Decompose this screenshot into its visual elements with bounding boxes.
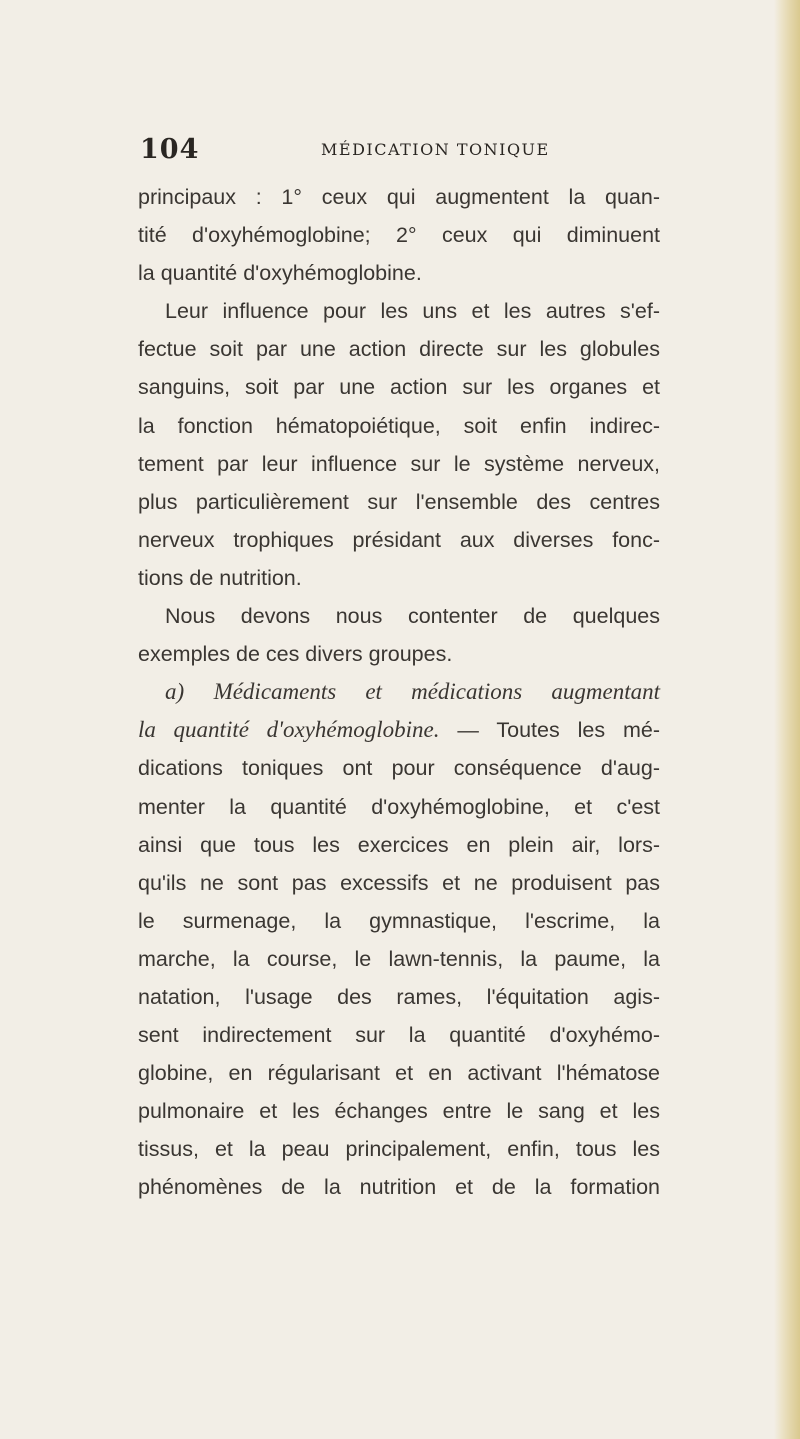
- text-line: ainsi que tous les exercices en plein air, lors-: [138, 832, 660, 857]
- section-text: — Toutes les mé-: [457, 718, 660, 743]
- text-line: fectue soit par une action directe sur les globules: [138, 337, 660, 362]
- text-line: tions de nutrition.: [138, 565, 302, 590]
- running-head: [140, 134, 660, 174]
- text-line: Nous devons nous contenter de quelques: [165, 604, 660, 629]
- text-line: phénomènes de la nutrition et de la formation: [138, 1175, 660, 1200]
- section-heading-line: [138, 711, 660, 749]
- body-text: [138, 178, 660, 1207]
- text-line: le surmenage, la gymnastique, l'escrime, la: [138, 908, 660, 933]
- text-line: tité d'oxyhémoglobine; 2° ceux qui diminuent: [138, 223, 660, 248]
- text-line: qu'ils ne sont pas excessifs et ne produisent pas: [138, 870, 660, 895]
- section-heading: Médicaments et médications augmentant: [213, 679, 660, 705]
- text-line: pulmonaire et les échanges entre le sang et les: [138, 1099, 660, 1124]
- text-line: dications toniques ont pour conséquence d'aug-: [138, 756, 660, 781]
- running-title: MÉDICATION TONIQUE: [321, 140, 550, 159]
- text-line: marche, la course, le lawn-tennis, la paume, la: [138, 946, 660, 971]
- text-line: menter la quantité d'oxyhémoglobine, et c'est: [138, 794, 660, 819]
- text-line: plus particulièrement sur l'ensemble des centres: [138, 489, 660, 514]
- text-line: la fonction hématopoiétique, soit enfin indirec-: [138, 413, 660, 438]
- text-line: nerveux trophiques présidant aux diverses fonc-: [138, 527, 660, 552]
- section-marker: a): [165, 679, 185, 705]
- text-line: natation, l'usage des rames, l'équitation agis-: [138, 984, 660, 1009]
- text-line: exemples de ces divers groupes.: [138, 642, 453, 667]
- text-line: Leur influence pour les uns et les autres s'ef-: [165, 299, 660, 324]
- text-line: la quantité d'oxyhémoglobine.: [138, 261, 422, 286]
- section-heading-cont: la quantité d'oxyhémoglobine.: [138, 717, 440, 743]
- text-line: principaux : 1° ceux qui augmentent la quan-: [138, 185, 660, 209]
- text-line: tement par leur influence sur le système nerveux,: [138, 451, 660, 476]
- text-line: tissus, et la peau principalement, enfin, tous les: [138, 1137, 660, 1162]
- text-line: sanguins, soit par une action sur les organes et: [138, 375, 660, 400]
- text-line: sent indirectement sur la quantité d'oxyhémo-: [138, 1023, 660, 1048]
- page-number: 104: [140, 134, 200, 165]
- text-line: globine, en régularisant et en activant l'hématose: [138, 1061, 660, 1086]
- section-heading-line: [138, 673, 660, 711]
- page-edge-shading: [774, 0, 800, 1439]
